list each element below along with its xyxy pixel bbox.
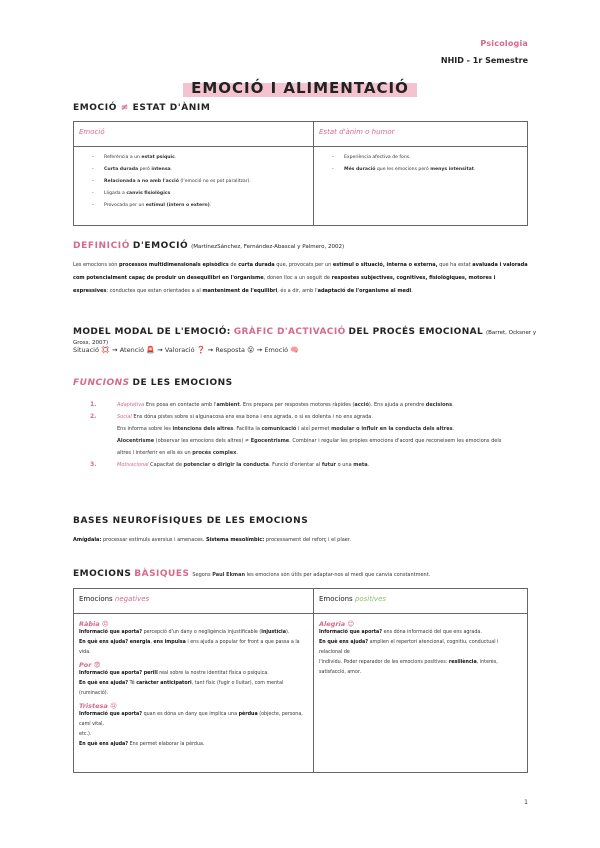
bold-text: resiliència [448, 660, 477, 665]
heading-part: EMOCIÓ [73, 103, 117, 113]
bold-text: meta [353, 462, 368, 468]
text-run: Capacitat de [148, 462, 184, 468]
text-run: , tant físic (fugir o lluitar), com mental (ruminació). [79, 681, 284, 696]
col-head-estat: Estat d'ànim o humor [314, 122, 528, 147]
emotion-label: Alegria [319, 620, 348, 628]
text-run: . [174, 155, 177, 160]
bold-text: Curta durada [104, 167, 139, 172]
emotion-line [79, 740, 308, 750]
col-head-text: Emocions [79, 595, 115, 603]
col-head-text: Emocions [319, 595, 355, 603]
bold-text: menys intensitat [430, 167, 474, 172]
bold-text: caràcter anticipatori [136, 681, 192, 686]
col-head-emocio: Emoció [74, 122, 314, 147]
text-run: ). Ens ajuda a prendre [368, 402, 426, 408]
emocio-item [94, 200, 313, 212]
col-head-negatives [74, 589, 314, 614]
emotion-face-icon: 😢 [110, 702, 117, 710]
text-run: les emocions són útils per adaptar-nos al medi que canvia constantment. [245, 572, 431, 578]
bold-text: estat psíquic [141, 155, 175, 160]
bold-text: En què ens ajuda? [319, 640, 369, 645]
text-run: . Combinar i regular les pròpies emocions d'acord que reconeixem les emocions dels [289, 438, 502, 444]
basic-heading [73, 569, 430, 579]
text-run: , interès, satisfacció, amor. [319, 660, 498, 675]
bold-text: ambient [216, 402, 240, 408]
arrow-icon: → [109, 346, 120, 354]
text-run: Experiència afectiva de fons. [344, 155, 411, 160]
arrow-icon: → [254, 346, 265, 354]
emocio-cell [74, 147, 314, 226]
modal-step-label: Valoració [164, 346, 197, 354]
text-run: etc.). [79, 732, 92, 737]
functions-heading [73, 378, 233, 388]
function-item [90, 411, 530, 423]
bold-text: manteniment de l'equilibri [202, 288, 278, 294]
bold-text: pèrdua [238, 712, 258, 717]
emotion-name [79, 661, 308, 669]
bold-text: potenciar o dirigir la conducta [183, 462, 269, 468]
text-run: que ha estat [437, 262, 473, 268]
text-run: processament del reforç i el plaer. [264, 537, 352, 543]
bold-text: Informació que aporta? [79, 712, 143, 717]
estat-item [334, 164, 527, 176]
emotion-line [79, 679, 308, 699]
text-run: Té [128, 681, 137, 686]
text-run: . [411, 288, 413, 294]
bold-text: estímul o situació, interna o externa, [332, 262, 438, 268]
bold-text: Informació que aporta? [79, 630, 143, 635]
heading-part: ESTAT D'ÀNIM [132, 103, 211, 113]
bold-text: Informació que aporta? [319, 630, 383, 635]
functions-list [90, 399, 530, 471]
bold-text: Paul Ekman [212, 572, 246, 578]
emotion-label: Por [79, 661, 94, 669]
definition-citation: (MartínezSánchez, Fernández-Abascal y Palmero, 2002) [191, 244, 345, 250]
text-run: real sobre la nostre identitat física o psíquica. [157, 671, 269, 676]
modal-step-label: Emoció [264, 346, 291, 354]
modal-steps [73, 346, 299, 354]
heading-part: D'EMOCIÓ [132, 241, 189, 251]
heading-part: DEL PROCÉS EMOCIONAL [348, 327, 484, 337]
estat-cell [314, 147, 528, 226]
text-run: , [150, 640, 154, 645]
text-run: . [209, 203, 212, 208]
emotion-line [319, 638, 522, 658]
emotion-name [79, 702, 308, 710]
heading-part: FUNCIONS [73, 378, 130, 388]
text-run: Ens dóna pistes sobre si algunacosa ens esa bona i ens agrada, o si es dolenta i no ens agrada. [131, 414, 373, 420]
item-number: 3. [90, 461, 97, 468]
bold-text: intencions dels altres [172, 426, 234, 432]
text-run: Segons [192, 572, 213, 578]
modal-step-icon: 💢 [101, 346, 110, 354]
text-run: Ens permet elaborar la pèrdua. [128, 742, 205, 747]
text-run: o una [336, 462, 354, 468]
text-run: processar estímuls aversius i amenaces. [101, 537, 206, 543]
text-run: . [170, 191, 172, 196]
text-run: . [473, 167, 476, 172]
text-run: ). [285, 630, 290, 635]
bold-text: canvis fisiològics [126, 191, 171, 196]
function-name: Motivacional [117, 462, 149, 468]
text-run: quan es dóna un dany que implica una [142, 712, 239, 717]
modal-step-icon: ❓ [196, 346, 206, 354]
not-equal-sign: ≠ [120, 103, 129, 113]
text-run: . [452, 426, 455, 432]
bold-text: Més duració [344, 167, 376, 172]
subject-label: Psicologia [480, 39, 528, 48]
title-container [0, 78, 600, 98]
col-head-accent: negatives [114, 595, 150, 603]
modal-step-icon: 😮 [247, 346, 255, 354]
heading-part: DE LES EMOCIONS [132, 378, 233, 388]
emotion-line [79, 710, 308, 730]
page-number: 1 [524, 799, 528, 806]
text-run: . [170, 167, 173, 172]
estat-list [314, 147, 527, 176]
text-run: (observar les emocions dels altres) ≠ [154, 438, 251, 444]
bold-text: Sistema mesolímbic: [205, 537, 265, 543]
text-run: , és a dir, amb l' [277, 288, 318, 294]
text-run: Les emocions són [73, 262, 119, 268]
text-run: altres i interferir en ells és un [117, 450, 193, 456]
modal-step-label: Resposta [215, 346, 248, 354]
bold-text: decisions [425, 402, 453, 408]
function-name: Social [117, 414, 132, 420]
bold-text: En què ens ajuda? [79, 742, 129, 747]
emotion-label: Ràbia [79, 620, 102, 628]
emotion-name [319, 620, 522, 628]
text-run: Provocada per un [104, 203, 146, 208]
bold-text: injustícia [261, 630, 286, 635]
bold-text: avaluada i valorada com potencialment capaç de produir un desequilibri en l'organisme [73, 262, 528, 281]
col-head-positives [314, 589, 528, 614]
section-emocio-heading [73, 103, 210, 113]
page-title: EMOCIÓ I ALIMENTACIÓ [183, 78, 417, 98]
semester-label: NHID - 1r Semestre [440, 56, 528, 65]
bold-text: futur [321, 462, 337, 468]
bold-text: Amígdala: [73, 537, 102, 543]
bold-text: Egocentrisme [250, 438, 290, 444]
function-item [90, 423, 530, 435]
emotion-line [319, 628, 522, 638]
bold-text: acció [354, 402, 369, 408]
text-run: Referència a un [104, 155, 142, 160]
text-run: . Funció d'orientar al [268, 462, 322, 468]
basic-emotions-table [73, 588, 528, 773]
bold-text: Informació que aporta? perill [79, 671, 158, 676]
heading-part: MODEL MODAL DE L'EMOCIÓ: [73, 327, 231, 337]
estat-item [334, 152, 527, 164]
text-run: i ens ajuda a popular for front a que passa a la vida. [79, 640, 300, 655]
basic-intro [192, 572, 430, 578]
bases-heading: BASES NEUROFÍSIQUES DE LES EMOCIONS [73, 516, 309, 526]
heading-part: GRÀFIC D'ACTIVACIÓ [233, 327, 346, 337]
emotion-line [79, 628, 308, 638]
bold-text: modular o influir en la conducta dels altres [331, 426, 453, 432]
emotion-label: Tristesa [79, 702, 111, 710]
bold-text: processos multidimensionals episòdics [118, 262, 229, 268]
modal-step-icon: 🧠 [290, 346, 299, 354]
text-run: que, provocats per un [274, 262, 333, 268]
text-run: (objecte, persona, camí vital, [79, 712, 303, 727]
emotion-face-icon: 😊 [347, 620, 355, 628]
bold-text: ens impulsa [153, 640, 186, 645]
bold-text: intensa [151, 167, 171, 172]
text-run: l'individu. Poder reparador de les emocions positives: [319, 660, 449, 665]
emocio-item [94, 152, 313, 164]
modal-step-label: Atenció [119, 346, 147, 354]
heading-part: DEFINICIÓ [73, 241, 131, 251]
text-run: , donen lloc a un seguit de [263, 275, 332, 281]
definition-text [73, 259, 528, 298]
item-number: 2. [90, 413, 97, 420]
emocio-item [94, 164, 313, 176]
emocio-list [74, 147, 313, 212]
text-run: ens dóna informació del que ens agrada. [382, 630, 482, 635]
modal-citation: (Barret, Ocksner y Gross, 2007) [73, 330, 537, 346]
text-run: . Ens prepara per respostes motores ràpides ( [239, 402, 355, 408]
text-run: . [367, 462, 370, 468]
bold-text: comunicació [261, 426, 297, 432]
emotion-face-icon: 😠 [101, 620, 109, 628]
modal-step-label: Situació [73, 346, 102, 354]
col-head-accent: positives [354, 595, 387, 603]
negatives-cell [74, 614, 314, 773]
text-run: . Facilita la [233, 426, 262, 432]
modal-heading [73, 327, 543, 347]
definition-heading [73, 241, 344, 251]
emocio-vs-estat-table [73, 121, 528, 226]
positives-cell [314, 614, 528, 773]
text-run: Ens posa en contacte amb l' [144, 402, 217, 408]
heading-part: EMOCIONS [73, 569, 132, 579]
bases-text [73, 536, 528, 545]
text-run: de [228, 262, 239, 268]
text-run: (l'emoció no es pot paralitzar). [178, 179, 251, 184]
emotion-line [79, 730, 308, 740]
bold-text: estímul (intern o extern) [145, 203, 210, 208]
text-run: percepció d'un dany o negligència injustificable ( [142, 630, 262, 635]
modal-step-icon: 🚨 [146, 346, 155, 354]
function-item [90, 459, 530, 471]
function-item [90, 447, 530, 459]
text-run: Lligada a [104, 191, 127, 196]
function-name: Adaptativa [117, 402, 145, 408]
text-run: que les emocions però [375, 167, 431, 172]
emotion-face-icon: 😨 [93, 661, 101, 669]
item-number: 1. [90, 401, 97, 408]
text-run: amplien el repertori atencional, cognitiu, conductual i relacional de [319, 640, 499, 655]
text-run: Ens informa sobre les [117, 426, 173, 432]
text-run: . [236, 450, 238, 456]
bold-text: Relacionada a no amb l'acció [104, 179, 179, 184]
function-item [90, 399, 530, 411]
arrow-icon: → [205, 346, 216, 354]
emocio-item [94, 176, 313, 188]
bold-text: En què ens ajuda? energia [79, 640, 151, 645]
function-item [90, 435, 530, 447]
emocio-item [94, 188, 313, 200]
bold-text: curta durada [238, 262, 275, 268]
bold-text: respostes subjectives, cognitives, fisiològiques, motores i expressives [73, 275, 496, 294]
emotion-line [319, 658, 522, 678]
text-run: però [138, 167, 152, 172]
emotion-name [79, 620, 308, 628]
text-run: i així permet [296, 426, 332, 432]
emotion-line [79, 638, 308, 658]
bold-text: Alocentrisme [117, 438, 155, 444]
text-run: . [452, 402, 454, 408]
bold-text: adaptació de l'organisme al medi [317, 288, 412, 294]
bold-text: procés complex [192, 450, 237, 456]
text-run: ; conductes que estan orientades a al [106, 288, 203, 294]
arrow-icon: → [154, 346, 165, 354]
bold-text: En què ens ajuda? [79, 681, 129, 686]
heading-part: BÀSIQUES [134, 569, 190, 579]
emotion-line [79, 669, 308, 679]
